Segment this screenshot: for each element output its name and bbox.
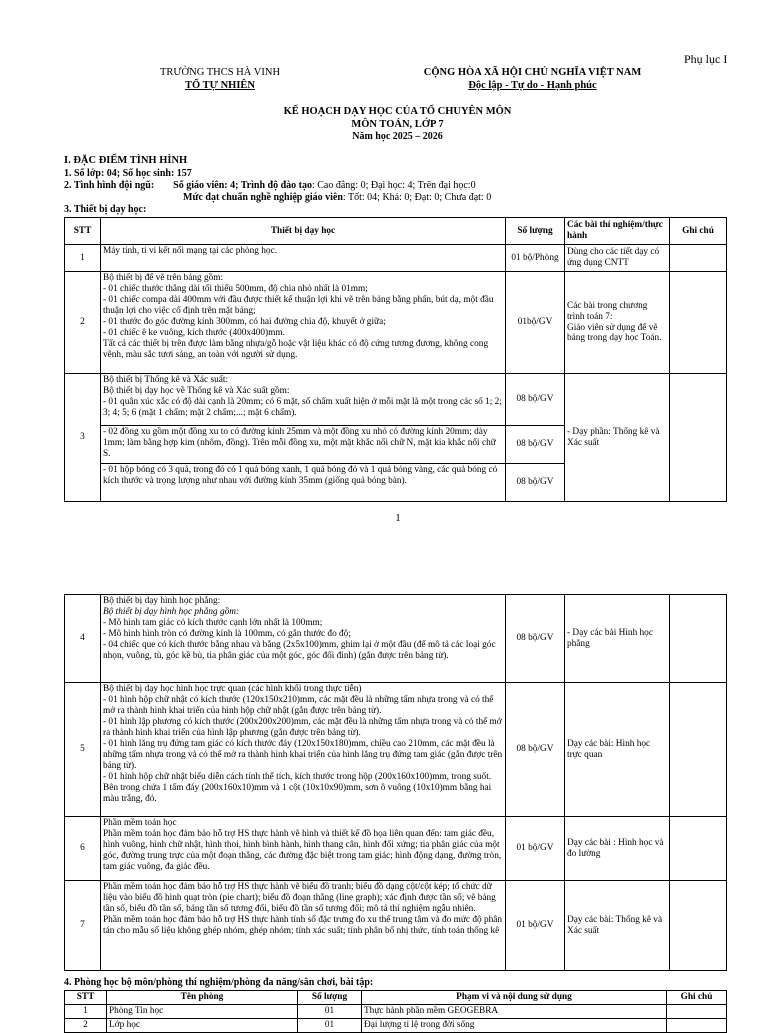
row-lessons [565, 245, 670, 272]
device-line: Bộ thiết bị dạy học về Thống kê và Xác suất gồm: [103, 385, 290, 396]
school-name: TRƯỜNG THCS HÀ VINH [159, 67, 281, 78]
row-qty: 08 bộ/GV [506, 374, 565, 426]
device-line: Phần mềm toán học đảm bảo hỗ trợ HS thực hành vẽ hình và thiết kế đồ họa liên quan đến: tam giác đều, hình vuông, hình chữ nhật, hình thoi, hình bình hành, hình thang cân, hình đối xứng; tia phân giác của một góc, đường trung trực của một đoạn thẳng, các đường đặc biệt trong tam giác; hình động dạng, đường tròn, tam giác vuông, đa giác đều. [103, 828, 502, 872]
table-row [65, 1004, 727, 1018]
standard-line [64, 192, 724, 204]
lessons-line: - Dạy các bài Hình học phẳng [567, 627, 653, 649]
header-scope: Phạm vi và nội dung sử dụng [362, 991, 667, 1005]
lessons-line: Dạy các bài: Thống kê và Xác suất [567, 914, 663, 936]
row-device [101, 595, 506, 683]
table-row [65, 881, 727, 971]
row-qty: 01 [298, 1004, 362, 1018]
row-lessons [565, 272, 670, 374]
device-line: - 02 đồng xu gồm một đồng xu to có đường kính 25mm và một đồng xu nhỏ có đường kính 20mm; dày 1mm; làm bằng hợp kim (nhôm, đồng). Trên mỗi đồng xu, một mặt khắc nối chữ N, mặt kia khắc nổi chữ S. [103, 427, 496, 459]
table-header-row [65, 218, 727, 245]
equipment-heading: 3. Thiết bị dạy học: [64, 203, 147, 215]
header-qty: Số lượng [506, 218, 565, 245]
row-note [670, 374, 727, 502]
school-header [120, 67, 320, 92]
title-line-2: MÔN TOÁN, LỚP 7 [351, 118, 444, 130]
nation-name: CỘNG HÒA XÃ HỘI CHỦ NGHĨA VIỆT NAM [423, 67, 642, 78]
device-line: - Mô hình tam giác có kích thước cạnh lớn nhất là 100mm; [103, 617, 323, 628]
department-name: TỔ TỰ NHIÊN [184, 79, 255, 91]
staff-label: 2. Tình hình đội ngũ: [64, 179, 155, 191]
equipment-table-continued [64, 594, 727, 971]
row-device [101, 245, 506, 272]
row-room: Phòng Tin học [107, 1004, 298, 1018]
row-qty: 08 bộ/GV [506, 595, 565, 683]
document-title [200, 106, 595, 143]
staff-line [64, 180, 724, 192]
table-row [65, 272, 727, 374]
title-line-1: KẾ HOẠCH DẠY HỌC CỦA TỔ CHUYÊN MÔN [283, 106, 512, 117]
device-line: - 01 hình hộp chữ nhật biểu diễn cách tính thể tích, kích thước trong hộp (200x160x100)mm, trong suốt. Bên trong chứa 1 tấm đáy (200x160x10)mm và 1 cột (10x10x90)mm, sơn ô vuông (10x10)mm bằng hai màu trắng, đỏ. [103, 771, 492, 804]
nation-header [400, 67, 665, 92]
row-lessons [565, 683, 670, 817]
device-line: - 01 quân xúc xắc có độ dài cạnh là 20mm; có 6 mặt, số chấm xuất hiện ở mỗi mặt là một trong các số 1; 2; 3; 4; 5; 6 (mặt 1 chấm; mặt 2 chấm;...; mặt 6 chấm). [103, 396, 502, 418]
row-qty: 08 bộ/GV [506, 683, 565, 817]
device-line: Bộ thiết bị Thống kê và Xác suất: [103, 375, 229, 385]
device-line: Tất cả các thiết bị trên được làm bằng nhựa/gỗ hoặc vật liệu khác có độ cứng tương đương, không cong vênh, màu sắc tươi sáng, an toàn với người sử dụng. [103, 338, 489, 360]
row-scope: Đại lượng tỉ lệ trong đời sống [362, 1018, 667, 1032]
device-line: - 01 chiếc thước thẳng dài tối thiểu 500mm, độ chia nhỏ nhất là 01mm; [103, 283, 368, 294]
lessons-line: Giáo viên sử dụng để vẽ bảng trong dạy học Toán. [567, 322, 662, 344]
table-row [65, 683, 727, 817]
lessons-line: Các bài trong chương trình toán 7: [567, 300, 648, 322]
lessons-line: Dùng cho các tiết dạy có ứng dụng CNTT [567, 247, 660, 268]
table-header-row [65, 991, 727, 1005]
row-qty: 01 bộ/GV [506, 817, 565, 881]
row-qty: 01 bộ/Phòng [506, 245, 565, 272]
row-qty: 01bộ/GV [506, 272, 565, 374]
section-1-heading: I. ĐẶC ĐIỂM TÌNH HÌNH [64, 155, 188, 166]
row-stt: 1 [65, 245, 101, 272]
row-note [670, 817, 727, 881]
table-row [65, 1018, 727, 1032]
row-device [101, 272, 506, 374]
device-line: - 01 chiếc compa dài 400mm với đầu được thiết kế thuận lợi khi vẽ trên bảng bằng phấn, bút dạ, một đầu thuận lợi cho việc cố định trên mặt bảng; [103, 294, 494, 316]
row-note [670, 683, 727, 817]
row-scope: Thực hành phần mềm GEOGEBRA [362, 1004, 667, 1018]
lessons-line: - Dạy phần: Thống kê và Xác suất [567, 426, 660, 448]
row-stt: 4 [65, 595, 101, 683]
row-device [101, 881, 506, 971]
device-line: - 01 chiếc ê ke vuông, kích thước (400x400)mm. [103, 327, 285, 338]
nation-motto: Độc lập - Tự do - Hạnh phúc [468, 79, 597, 91]
row-lessons [565, 881, 670, 971]
row-note [667, 1004, 727, 1018]
device-line: Máy tính, ti vi kết nối mạng tại các phòng học. [103, 246, 278, 256]
title-line-3: Năm học 2025 – 2026 [352, 131, 443, 143]
device-line: Phần mềm toán học [103, 818, 177, 828]
row-device [101, 683, 506, 817]
row-lessons [565, 817, 670, 881]
row-qty: 01 [298, 1018, 362, 1032]
row-note [670, 595, 727, 683]
header-lessons: Các bài thí nghiệm/thực hành [565, 218, 670, 245]
device-line: Bộ thiết bị để vẽ trên bảng gồm: [103, 273, 224, 283]
header-room: Tên phòng [107, 991, 298, 1005]
header-stt: STT [65, 218, 101, 245]
device-line: - 01 hình lập phương có kích thước (200x200x200)mm, các mặt đều là những tấm nhựa trong và có thể mở ra thành hình khai triển của hình lập phương (gắn được trên bảng từ). [103, 716, 502, 738]
device-line: - 01 thước đo góc đường kính 300mm, có hai đường chia độ, khuyết ở giữa; [103, 316, 386, 327]
staff-count: Số giáo viên: 4; Trình độ đào tạo [173, 179, 312, 191]
row-stt: 2 [65, 272, 101, 374]
table-row [65, 374, 727, 426]
header-note: Ghi chú [670, 218, 727, 245]
row-stt: 3 [65, 374, 101, 502]
row-lessons [565, 595, 670, 683]
row-device [101, 817, 506, 881]
lessons-line: Dạy các bài: Hình học trực quan [567, 738, 651, 760]
table-row [65, 817, 727, 881]
section-1 [64, 155, 724, 216]
device-line: Bộ thiết bị dạy học hình học trực quan (các hình khối trong thực tiễn) [103, 684, 362, 694]
device-line: - 01 hộp bóng có 3 quả, trong đó có 1 quả bóng xanh, 1 quả bóng đỏ và 1 quả bóng vàng, các quả bóng có kích thước và trọng lượng như nhau với đường kính 35mm (giống quả bóng bàn). [103, 465, 498, 486]
device-line: - Mô hình hình tròn có đường kính là 100mm, có gắn thước đo độ; [103, 628, 351, 639]
row-lessons [565, 374, 670, 502]
equipment-table [64, 217, 727, 502]
row-stt: 5 [65, 683, 101, 817]
table-row [65, 245, 727, 272]
row-device [101, 426, 506, 464]
row-room: Lớp học [107, 1018, 298, 1032]
standard-detail: : Tốt: 04; Khá: 0; Đạt: 0; Chưa đạt: 0 [342, 191, 492, 203]
row-stt: 7 [65, 881, 101, 971]
page-number: 1 [395, 512, 401, 524]
row-stt: 2 [65, 1018, 107, 1032]
header-note: Ghi chú [667, 991, 727, 1005]
row-device [101, 374, 506, 426]
row-qty: 08 bộ/GV [506, 426, 565, 464]
staff-detail: : Cao đẳng: 0; Đại học: 4; Trên đại học:0 [311, 179, 476, 191]
lessons-line: Dạy các bài : Hình học và đo lường [567, 837, 664, 859]
row-note [670, 881, 727, 971]
device-line: - 04 chiếc que có kích thước bằng nhau và bằng (2x5x100)mm, ghim lại ở một đầu (để mô tả các loại góc nhọn, vuông, tù, góc kề bù, tia phân giác của một góc, góc đối đỉnh) (gắn được trên bảng từ). [103, 639, 496, 661]
row-stt: 1 [65, 1004, 107, 1018]
row-note [667, 1018, 727, 1032]
class-count: 1. Số lớp: 04; Số học sinh: 157 [64, 167, 192, 179]
device-line: - 01 hình hộp chữ nhật có kích thước (120x150x210)mm, các mặt đều là những tấm nhựa trong và có thể mở ra thành hình khai triển của hình hộp chữ nhật (gắn được trên bảng từ). [103, 694, 494, 716]
row-note [670, 272, 727, 374]
device-line: Phần mềm toán học đảm bảo hỗ trợ HS thực hành tính số đặc trưng đo xu thế trung tâm và đo mức độ phân tán cho mẫu số liệu không ghép nhóm, ghép nhóm; tính xác suất; tính phân bố nhị thức, tính toán thống kê [103, 914, 503, 936]
row-qty: 01 bộ/GV [506, 881, 565, 971]
row-device [101, 464, 506, 502]
device-line: Bộ thiết bị dạy hình học phẳng gồm: [103, 606, 240, 617]
row-qty: 08 bộ/GV [506, 464, 565, 502]
device-line: Phần mềm toán học đảm bảo hỗ trợ HS thực hành vẽ biểu đồ tranh; biểu đồ dạng cột/cột kép; tổ chức dữ liệu vào biểu đồ hình quạt tròn (pie chart); biểu đồ đoạn thẳng (line graph); xác định được tần số; vẽ bảng tần số, biểu đồ tần số, bảng tần số tương đối, biểu đồ tần số tương đối; mô tả thí nghiệm ngẫu nhiên. [103, 882, 496, 914]
header-qty: Số lượng [298, 991, 362, 1005]
device-line: - 01 hình lăng trụ đứng tam giác có kích thước đáy (120x150x180)mm, chiều cao 210mm, các mặt đều là những tấm nhựa trong và có thể mở ra thành hình khai triển của hình lăng trụ đứng tam giác (gắn được trên bảng từ). [103, 738, 503, 771]
header-device: Thiết bị dạy học [101, 218, 506, 245]
appendix-label: Phụ lục I [684, 52, 728, 66]
device-line: Bộ thiết bị dạy hình học phẳng: [103, 596, 221, 606]
header-stt: STT [65, 991, 107, 1005]
rooms-table [64, 990, 727, 1033]
table-row [65, 595, 727, 683]
rooms-heading: 4. Phòng học bộ môn/phòng thí nghiệm/phòng đa năng/sân chơi, bài tập: [64, 977, 374, 988]
row-stt: 6 [65, 817, 101, 881]
standard-label: Mức đạt chuẩn nghề nghiệp giáo viên [183, 191, 343, 203]
row-note [670, 245, 727, 272]
